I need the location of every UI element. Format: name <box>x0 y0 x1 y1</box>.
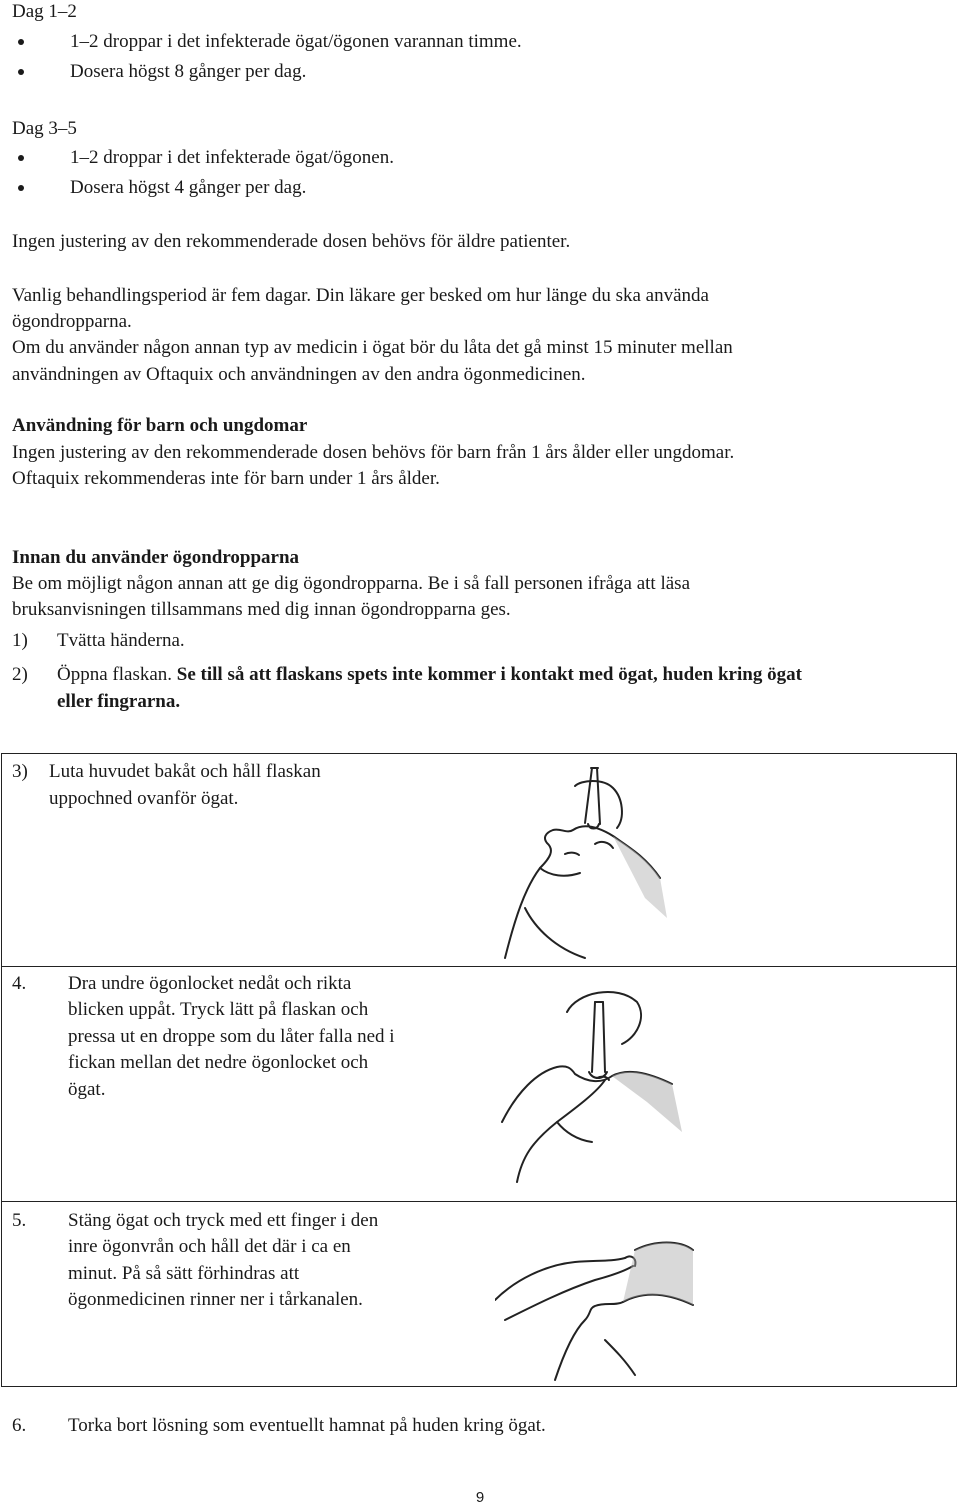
para-period-line1: Vanlig behandlingsperiod är fem dagar. Din läkare ger besked om hur länge du ska använda <box>12 285 709 306</box>
bullet-icon <box>18 39 24 45</box>
step3-line2: uppochned ovanför ögat. <box>49 788 239 809</box>
step4-number: 4. <box>12 973 27 994</box>
step2-text <box>57 663 802 687</box>
step2-number: 2) <box>12 664 28 685</box>
step2-plain: Öppna flaskan. <box>57 664 177 685</box>
step2-bold: Se till så att flaskans spets inte kommer i kontakt med ögat, huden kring ögat <box>176 664 802 685</box>
page-number: 9 <box>475 1489 485 1506</box>
heading-before-use: Innan du använder ögondropparna <box>12 547 300 568</box>
illustration-tilt-head <box>495 758 675 963</box>
para-period-line2: ögondropparna. <box>12 311 132 332</box>
step5-line1: Stäng ögat och tryck med ett finger i den <box>68 1210 379 1231</box>
illustration-press-corner <box>495 1210 695 1382</box>
before-line2: bruksanvisningen tillsammans med dig innan ögondropparna ges. <box>12 599 511 620</box>
before-line1: Be om möjligt någon annan att ge dig ögondropparna. Be i så fall personen ifråga att läsa <box>12 573 690 594</box>
step4-line1: Dra undre ögonlocket nedåt och rikta <box>68 973 352 994</box>
step4-line3: pressa ut en droppe som du låter falla ned i <box>68 1026 395 1047</box>
step3-line1: Luta huvudet bakåt och håll flaskan <box>49 761 321 782</box>
step4-line5: ögat. <box>68 1079 106 1100</box>
step4-line2: blicken uppåt. Tryck lätt på flaskan och <box>68 999 369 1020</box>
step3-row <box>1 753 957 967</box>
step5-line2: inre ögonvrån och håll det där i ca en <box>68 1236 351 1257</box>
step2-bold-line2: eller fingrarna. <box>57 691 181 712</box>
step5-line3: minut. På så sätt förhindras att <box>68 1263 300 1284</box>
para-elderly: Ingen justering av den rekommenderade dosen behövs för äldre patienter. <box>12 231 571 252</box>
step1-text: Tvätta händerna. <box>57 630 185 651</box>
dag12-item-1: 1–2 droppar i det infekterade ögat/ögonen varannan timme. <box>70 31 522 52</box>
step1-number: 1) <box>12 630 28 651</box>
step6-text: Torka bort lösning som eventuellt hamnat på huden kring ögat. <box>68 1415 546 1436</box>
step6-number: 6. <box>12 1415 27 1436</box>
step5-number: 5. <box>12 1210 27 1231</box>
dag12-item-2: Dosera högst 8 gånger per dag. <box>70 61 307 82</box>
para-other-line1: Om du använder någon annan typ av medicin i ögat bör du låta det gå minst 15 minuter mellan <box>12 337 733 358</box>
dag35-item-2: Dosera högst 4 gånger per dag. <box>70 177 307 198</box>
children-line2: Oftaquix rekommenderas inte för barn under 1 års ålder. <box>12 468 440 489</box>
para-other-line2: användningen av Oftaquix och användningen av den andra ögonmedicinen. <box>12 364 586 385</box>
heading-dag-3-5: Dag 3–5 <box>12 118 77 139</box>
step5-line4: ögonmedicinen rinner ner i tårkanalen. <box>68 1289 363 1310</box>
bullet-icon <box>18 155 24 161</box>
illustration-pull-eyelid <box>497 972 697 1197</box>
step3-number: 3) <box>12 761 28 782</box>
step4-line4: fickan mellan det nedre ögonlocket och <box>68 1052 369 1073</box>
heading-children: Användning för barn och ungdomar <box>12 415 308 436</box>
bullet-icon <box>18 69 24 75</box>
bullet-icon <box>18 185 24 191</box>
children-line1: Ingen justering av den rekommenderade dosen behövs för barn från 1 års ålder eller ungdomar. <box>12 442 735 463</box>
heading-dag-1-2: Dag 1–2 <box>12 1 77 22</box>
dag35-item-1: 1–2 droppar i det infekterade ögat/ögonen. <box>70 147 394 168</box>
